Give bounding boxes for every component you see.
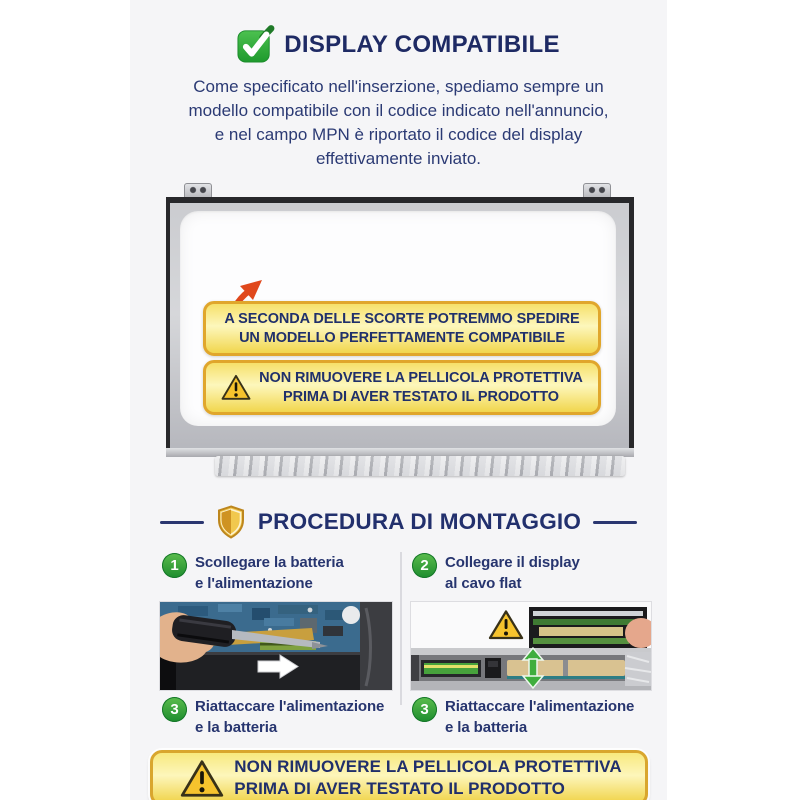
- step-3-right-line: e la batteria: [445, 719, 528, 736]
- film-warning-line: PRIMA DI AVER TESTATO IL PRODOTTO: [283, 388, 559, 405]
- step-2-line: Collegare il display: [445, 554, 580, 571]
- heading-rule-right: [593, 521, 637, 524]
- stock-notice-line: A SECONDA DELLE SCORTE POTREMMO SPEDIRE: [224, 310, 580, 327]
- foil-covered-pcb-strip: [215, 456, 625, 476]
- step-1: [162, 552, 412, 594]
- footer-warning-banner: [150, 750, 648, 800]
- photo-connect-flat-cable: [411, 602, 651, 690]
- step-3-right-badge: 3: [412, 697, 437, 722]
- warning-triangle-icon: [180, 759, 224, 798]
- stock-notice-line: UN MODELLO PERFETTAMENTE COMPATIBILE: [239, 329, 565, 346]
- step-3-left: [162, 696, 412, 738]
- step-1-line: e l'alimentazione: [195, 575, 313, 592]
- step-3-right-line: Riattaccare l'alimentazione: [445, 698, 635, 715]
- step-3-right: [412, 696, 662, 738]
- step-1-badge: 1: [162, 553, 187, 578]
- step-2-line: al cavo flat: [445, 575, 522, 592]
- step-3-left-line: Riattaccare l'alimentazione: [195, 698, 385, 715]
- lcd-panel-figure: [166, 183, 634, 477]
- intro-line: e nel campo MPN è riportato il codice del display: [214, 125, 583, 144]
- checkmark-icon: [237, 27, 273, 63]
- shield-icon: [216, 505, 246, 539]
- footer-warning-line: NON RIMUOVERE LA PELLICOLA PROTETTIVA: [234, 757, 622, 776]
- intro-line: modello compatibile con il codice indicato nell'annuncio,: [188, 101, 609, 120]
- warning-triangle-icon: [221, 374, 251, 401]
- footer-warning-line: PRIMA DI AVER TESTATO IL PRODOTTO: [234, 779, 565, 798]
- step-2: [412, 552, 662, 594]
- stock-notice-sticker: [203, 301, 601, 356]
- intro-text: [130, 75, 667, 171]
- step-1-line: Scollegare la batteria: [195, 554, 344, 571]
- page-title: DISPLAY COMPATIBILE: [284, 31, 560, 58]
- heading-rule-left: [160, 521, 204, 524]
- step-3-left-badge: 3: [162, 697, 187, 722]
- procedure-title: PROCEDURA DI MONTAGGIO: [257, 509, 582, 534]
- procedure-heading: [130, 505, 667, 539]
- header: [130, 27, 667, 63]
- step-3-left-line: e la batteria: [195, 719, 278, 736]
- intro-line: effettivamente inviato.: [315, 149, 482, 168]
- photo-disconnect-battery: [160, 602, 392, 690]
- content-column: [130, 0, 667, 800]
- film-warning-sticker: [203, 360, 601, 415]
- film-warning-line: NON RIMUOVERE LA PELLICOLA PROTETTIVA: [259, 369, 583, 386]
- step-2-badge: 2: [412, 553, 437, 578]
- intro-line: Come specificato nell'inserzione, spediamo sempre un: [193, 77, 604, 96]
